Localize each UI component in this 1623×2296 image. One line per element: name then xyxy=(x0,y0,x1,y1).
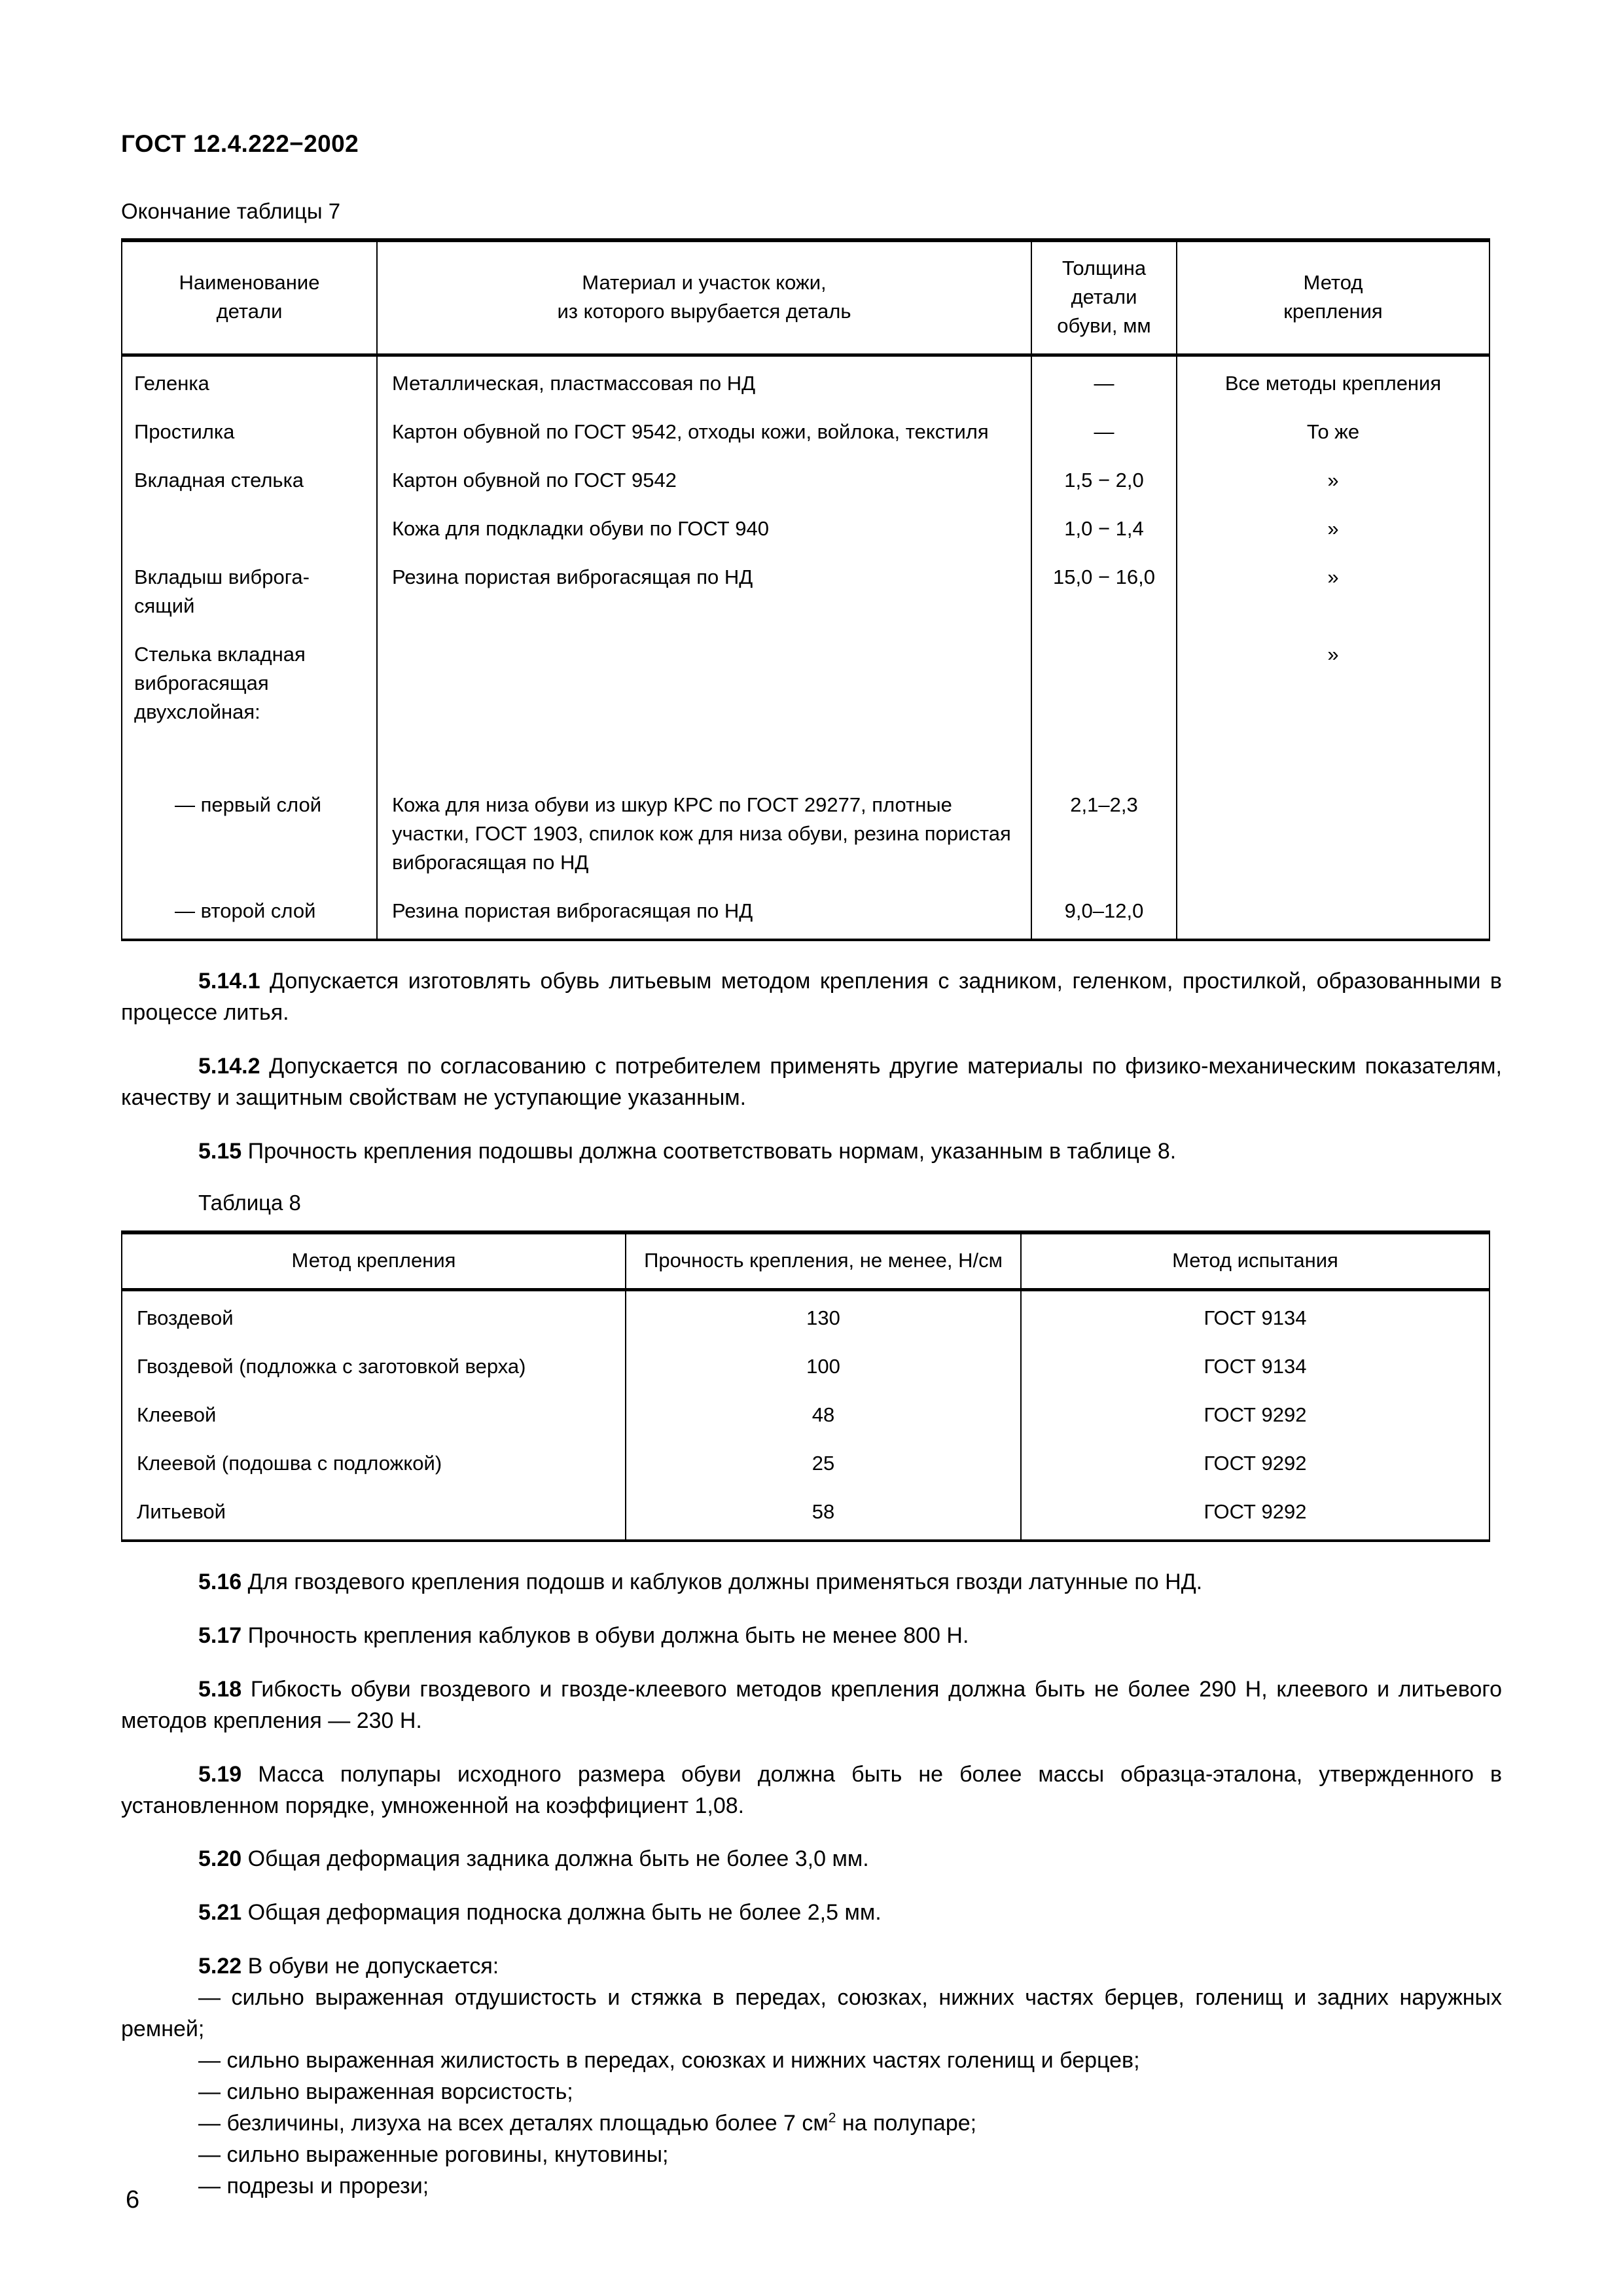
table7-cell-name: Вкладная стелька xyxy=(122,457,377,505)
table-row xyxy=(122,505,1489,554)
table8-cell-strength: 58 xyxy=(626,1488,1021,1541)
clause-text: Гибкость обуви гвоздевого и гвозде-клеевого методов крепления должна быть не более 290 Н, клеевого и литьевого методов крепления — 230 Н. xyxy=(121,1676,1502,1733)
clause-text: Прочность крепления подошвы должна соответствовать нормам, указанным в таблице 8. xyxy=(247,1139,1177,1164)
table7-cell-name-line2: виброгасящая xyxy=(134,672,269,695)
clause-5-20 xyxy=(121,1844,1502,1875)
table8-caption: Таблица 8 xyxy=(198,1191,301,1215)
table-header-row xyxy=(122,240,1489,355)
clause-5-19 xyxy=(121,1759,1502,1822)
table7-cell-thickness: 2,1–2,3 xyxy=(1031,781,1177,888)
table-row xyxy=(122,781,1489,888)
table7-caption: Окончание таблицы 7 xyxy=(121,198,341,223)
table8-cell-test: ГОСТ 9134 xyxy=(1021,1289,1489,1343)
table7-header-method xyxy=(1177,240,1489,355)
table7-cell-name-sub: — первый слой xyxy=(175,793,322,817)
clause-number: 5.21 xyxy=(198,1900,242,1926)
clause-5-16 xyxy=(121,1567,1502,1598)
page-number: 6 xyxy=(126,2186,140,2214)
table-row xyxy=(122,1488,1489,1541)
table-row xyxy=(122,1343,1489,1391)
clause-5-18 xyxy=(121,1674,1502,1737)
table8-cell-strength: 130 xyxy=(626,1289,1021,1343)
table8-cell-method: Литьевой xyxy=(122,1488,626,1541)
defect-item-4-pre: — безличины, лизуха на всех деталях площадью более 7 см xyxy=(198,2111,829,2136)
table7-cell-method: » xyxy=(1177,631,1489,781)
table8-cell-method: Гвоздевой xyxy=(122,1289,626,1343)
table8-cell-method: Клеевой (подошва с подложкой) xyxy=(122,1440,626,1488)
table7-cell-name-sub: — второй слой xyxy=(175,899,316,923)
table7-cell-material xyxy=(377,631,1031,781)
table7-cell-name xyxy=(122,554,377,631)
clause-number: 5.20 xyxy=(198,1846,242,1872)
defect-item-1: — сильно выраженная отдушистость и стяжка в передах, союзках, нижних частях берцев, голенищ и задних наружных ремней; xyxy=(121,1985,1502,2042)
clause-text: Для гвоздевого крепления подошв и каблуков должны применяться гвозди латунные по НД. xyxy=(247,1569,1203,1594)
clause-text: Общая деформация подноска должна быть не более 2,5 мм. xyxy=(247,1900,882,1926)
clause-5-14-1 xyxy=(121,966,1502,1029)
clause-number: 5.18 xyxy=(198,1676,242,1702)
clause-5-22 xyxy=(121,1951,1502,1982)
table-row xyxy=(122,1440,1489,1488)
clause-number: 5.15 xyxy=(198,1139,242,1164)
table8-header-strength-line2: Н/см xyxy=(958,1248,1003,1272)
clause-number: 5.17 xyxy=(198,1623,242,1648)
table7-header-name-line1: Наименование xyxy=(179,271,320,295)
table8-header-test: Метод испытания xyxy=(1021,1232,1489,1290)
clause-number: 5.14.2 xyxy=(198,1054,260,1079)
table7-cell-thickness xyxy=(1031,631,1177,781)
table7-cell-name xyxy=(122,631,377,781)
table7-cell-name: Геленка xyxy=(122,355,377,409)
table7-cell-method: » xyxy=(1177,505,1489,554)
table-8 xyxy=(121,1230,1490,1542)
table7-cell-name-line2: сящий xyxy=(134,594,195,618)
defect-item-5: — сильно выраженные роговины, кнутовины; xyxy=(198,2142,669,2167)
defect-item-2: — сильно выраженная жилистость в передах, союзках и нижних частях голенищ и берцев; xyxy=(198,2048,1140,2073)
clause-text: Прочность крепления каблуков в обуви должна быть не менее 800 Н. xyxy=(247,1623,969,1648)
table7-cell-name xyxy=(122,781,377,888)
table7-header-thickness xyxy=(1031,240,1177,355)
table8-cell-test: ГОСТ 9134 xyxy=(1021,1343,1489,1391)
table7-cell-name-line1: Стелька вкладная xyxy=(134,643,306,666)
clause-text: В обуви не допускается: xyxy=(247,1954,499,1979)
table7-header-name-line2: детали xyxy=(216,300,283,323)
table7-cell-method: Все методы крепления xyxy=(1177,355,1489,409)
table7-cell-thickness: 15,0 − 16,0 xyxy=(1031,554,1177,631)
table8-cell-test: ГОСТ 9292 xyxy=(1021,1440,1489,1488)
table7-cell-thickness: 1,0 − 1,4 xyxy=(1031,505,1177,554)
table8-cell-method: Клеевой xyxy=(122,1391,626,1440)
table7-cell-name xyxy=(122,505,377,554)
clause-5-17 xyxy=(121,1621,1502,1652)
table-row xyxy=(122,1391,1489,1440)
defect-item-6: — подрезы и прорези; xyxy=(198,2173,429,2198)
defect-item-4-post: на полупаре; xyxy=(836,2111,977,2136)
clause-number: 5.22 xyxy=(198,1954,242,1979)
table7-cell-material: Кожа для подкладки обуви по ГОСТ 940 xyxy=(377,505,1031,554)
table7-cell-name: Простилка xyxy=(122,408,377,457)
defect-item-4 xyxy=(121,2108,1502,2140)
clause-number: 5.14.1 xyxy=(198,969,260,994)
table7-cell-name-line1: Вкладыш виброга- xyxy=(134,565,310,589)
table8-cell-test: ГОСТ 9292 xyxy=(1021,1391,1489,1440)
table7-cell-method xyxy=(1177,888,1489,940)
table7-header-material-line2: из которого вырубается деталь xyxy=(557,300,851,323)
table-row xyxy=(122,355,1489,409)
table7-cell-name xyxy=(122,888,377,940)
defect-item-3: — сильно выраженная ворсистость; xyxy=(198,2079,573,2105)
table7-cell-material: Резина пористая виброгасящая по НД xyxy=(377,554,1031,631)
table7-cell-material: Металлическая, пластмассовая по НД xyxy=(377,355,1031,409)
table7-header-method-line1: Метод xyxy=(1303,271,1363,295)
table-7 xyxy=(121,238,1490,941)
clause-text: Допускается по согласованию с потребителем применять другие материалы по физико-механическим показателям, качеству и защитным свойствам не уступающие указанным. xyxy=(121,1054,1502,1111)
table7-cell-thickness: 1,5 − 2,0 xyxy=(1031,457,1177,505)
table7-header-thickness-line2: детали xyxy=(1071,285,1137,309)
table7-header-material xyxy=(377,240,1031,355)
clause-text: Общая деформация задника должна быть не более 3,0 мм. xyxy=(247,1846,869,1872)
table7-cell-name-line3: двухслойная: xyxy=(134,700,260,724)
clause-5-15 xyxy=(121,1136,1502,1168)
clause-text: Допускается изготовлять обувь литьевым методом крепления с задником, геленком, простилкой, образованными в процессе литья. xyxy=(121,969,1502,1026)
table7-cell-thickness: 9,0–12,0 xyxy=(1031,888,1177,940)
clause-text: Масса полупары исходного размера обуви должна быть не более массы образца-эталона, утвержденного в установленном порядке, умноженной на коэффициент 1,08. xyxy=(121,1761,1503,1818)
table7-header-material-line1: Материал и участок кожи, xyxy=(582,271,827,295)
table7-cell-method: » xyxy=(1177,554,1489,631)
table8-header-method: Метод крепления xyxy=(122,1232,626,1290)
table-row xyxy=(122,888,1489,940)
table7-header-thickness-line3: обуви, мм xyxy=(1057,314,1151,338)
table7-cell-method xyxy=(1177,781,1489,888)
table7-cell-material: Кожа для низа обуви из шкур КРС по ГОСТ 29277, плотные участки, ГОСТ 1903, спилок кож для низа обуви, резина пористая виброгасящая по НД xyxy=(377,781,1031,888)
table-row xyxy=(122,457,1489,505)
table7-cell-thickness: — xyxy=(1031,355,1177,409)
table8-header-strength xyxy=(626,1232,1021,1290)
table8-cell-test: ГОСТ 9292 xyxy=(1021,1488,1489,1541)
table8-cell-strength: 25 xyxy=(626,1440,1021,1488)
table7-cell-method: » xyxy=(1177,457,1489,505)
table7-cell-material: Картон обувной по ГОСТ 9542, отходы кожи, войлока, текстиля xyxy=(377,408,1031,457)
table7-cell-method: То же xyxy=(1177,408,1489,457)
clause-5-14-2 xyxy=(121,1051,1502,1114)
table8-cell-method: Гвоздевой (подложка с заготовкой верха) xyxy=(122,1343,626,1391)
table-row xyxy=(122,408,1489,457)
table7-cell-thickness: — xyxy=(1031,408,1177,457)
table8-cell-strength: 100 xyxy=(626,1343,1021,1391)
clause-number: 5.16 xyxy=(198,1569,242,1594)
table7-header-name xyxy=(122,240,377,355)
table8-header-strength-line1: Прочность крепления, не менее, xyxy=(644,1248,953,1272)
clause-number: 5.19 xyxy=(198,1761,242,1787)
clause-5-21 xyxy=(121,1897,1502,1929)
table7-header-thickness-line1: Толщина xyxy=(1061,257,1147,280)
table-row xyxy=(122,631,1489,781)
table7-cell-material: Картон обувной по ГОСТ 9542 xyxy=(377,457,1031,505)
page-title: ГОСТ 12.4.222−2002 xyxy=(121,130,359,157)
table-row xyxy=(122,554,1489,631)
table7-header-method-line2: крепления xyxy=(1283,300,1383,323)
table-row xyxy=(122,1289,1489,1343)
defect-item-4-superscript: 2 xyxy=(828,2110,836,2126)
table8-cell-strength: 48 xyxy=(626,1391,1021,1440)
table7-cell-material: Резина пористая виброгасящая по НД xyxy=(377,888,1031,940)
table-header-row xyxy=(122,1232,1489,1290)
